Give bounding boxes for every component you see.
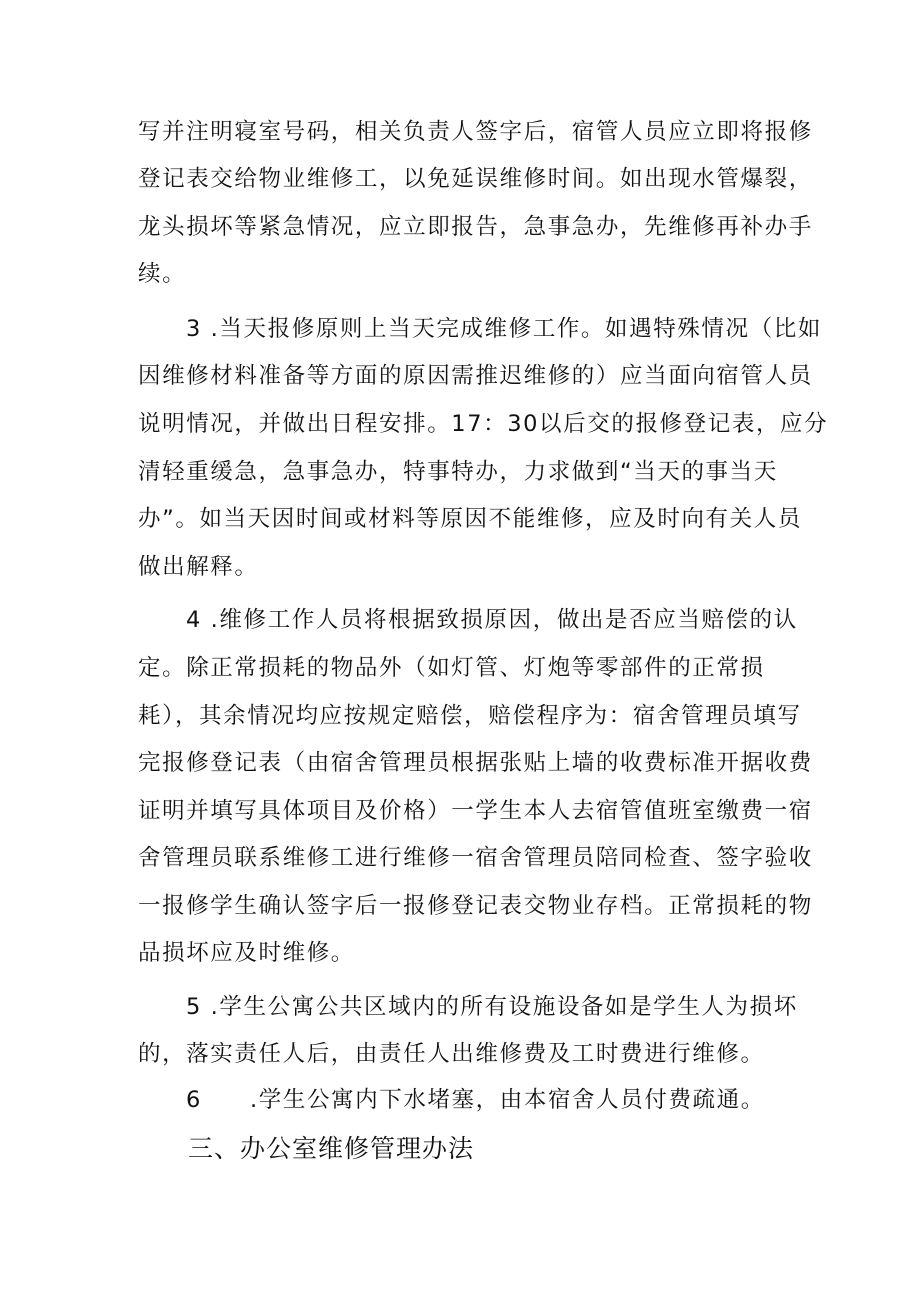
paragraph-line: 品损坏应及时维修。: [138, 940, 355, 966]
paragraph-line: 写并注明寝室号码，相关负责人签字后，宿管人员应立即将报修: [138, 119, 813, 145]
paragraph-line: 舍管理员联系维修工进行维修一宿舍管理员陪同检查、签字验收: [138, 845, 813, 871]
paragraph-line-item-4: 4 .维修工作人员将根据致损原因，做出是否应当赔偿的认: [186, 607, 798, 633]
paragraph-line: 办”。如当天因时间或材料等原因不能维修，应及时向有关人员: [138, 506, 802, 532]
paragraph-line: 一报修学生确认签字后一报修登记表交物业存档。正常损耗的物: [138, 893, 813, 919]
paragraph-line: 证明并填写具体项目及价格）一学生本人去宿管值班室缴费一宿: [138, 798, 813, 824]
paragraph-line: 清轻重缓急，急事急办，特事特办，力求做到“当天的事当天: [138, 459, 778, 485]
item-text: .学生公寓内下水堵塞，由本宿舍人员付费疏通。: [250, 1087, 765, 1113]
item-number: 6: [186, 1087, 202, 1113]
paragraph-line: 的，落实责任人后，由责任人出维修费及工时费进行维修。: [138, 1041, 765, 1067]
paragraph-line-item-3: 3 .当天报修原则上当天完成维修工作。如遇特殊情况（比如: [186, 316, 822, 342]
paragraph-line: 做出解释。: [138, 554, 259, 580]
paragraph-line-item-5: 5 .学生公寓公共区域内的所有设施设备如是学生人为损坏: [186, 994, 798, 1020]
paragraph-line: 登记表交给物业维修工，以免延误维修时间。如出现水管爆裂，: [138, 166, 813, 192]
paragraph-line: 龙头损坏等紧急情况，应立即报告，急事急办，先维修再补办手: [138, 214, 813, 240]
paragraph-line: 完报修登记表（由宿舍管理员根据张贴上墙的收费标准开据收费: [138, 750, 813, 776]
paragraph-line: 说明情况，并做出日程安排。17：30以后交的报修登记表，应分: [138, 411, 829, 437]
paragraph-line: 定。除正常损耗的物品外（如灯管、灯炮等零部件的正常损: [138, 655, 765, 681]
section-heading: 三、办公室维修管理办法: [188, 1134, 475, 1163]
paragraph-line: 续。: [138, 261, 187, 287]
paragraph-line-item-6: [186, 1085, 765, 1115]
paragraph-line: 因维修材料准备等方面的原因需推迟维修的）应当面向宿管人员: [138, 363, 813, 389]
paragraph-line: 耗），其余情况均应按规定赔偿，赔偿程序为：宿舍管理员填写: [138, 703, 802, 729]
